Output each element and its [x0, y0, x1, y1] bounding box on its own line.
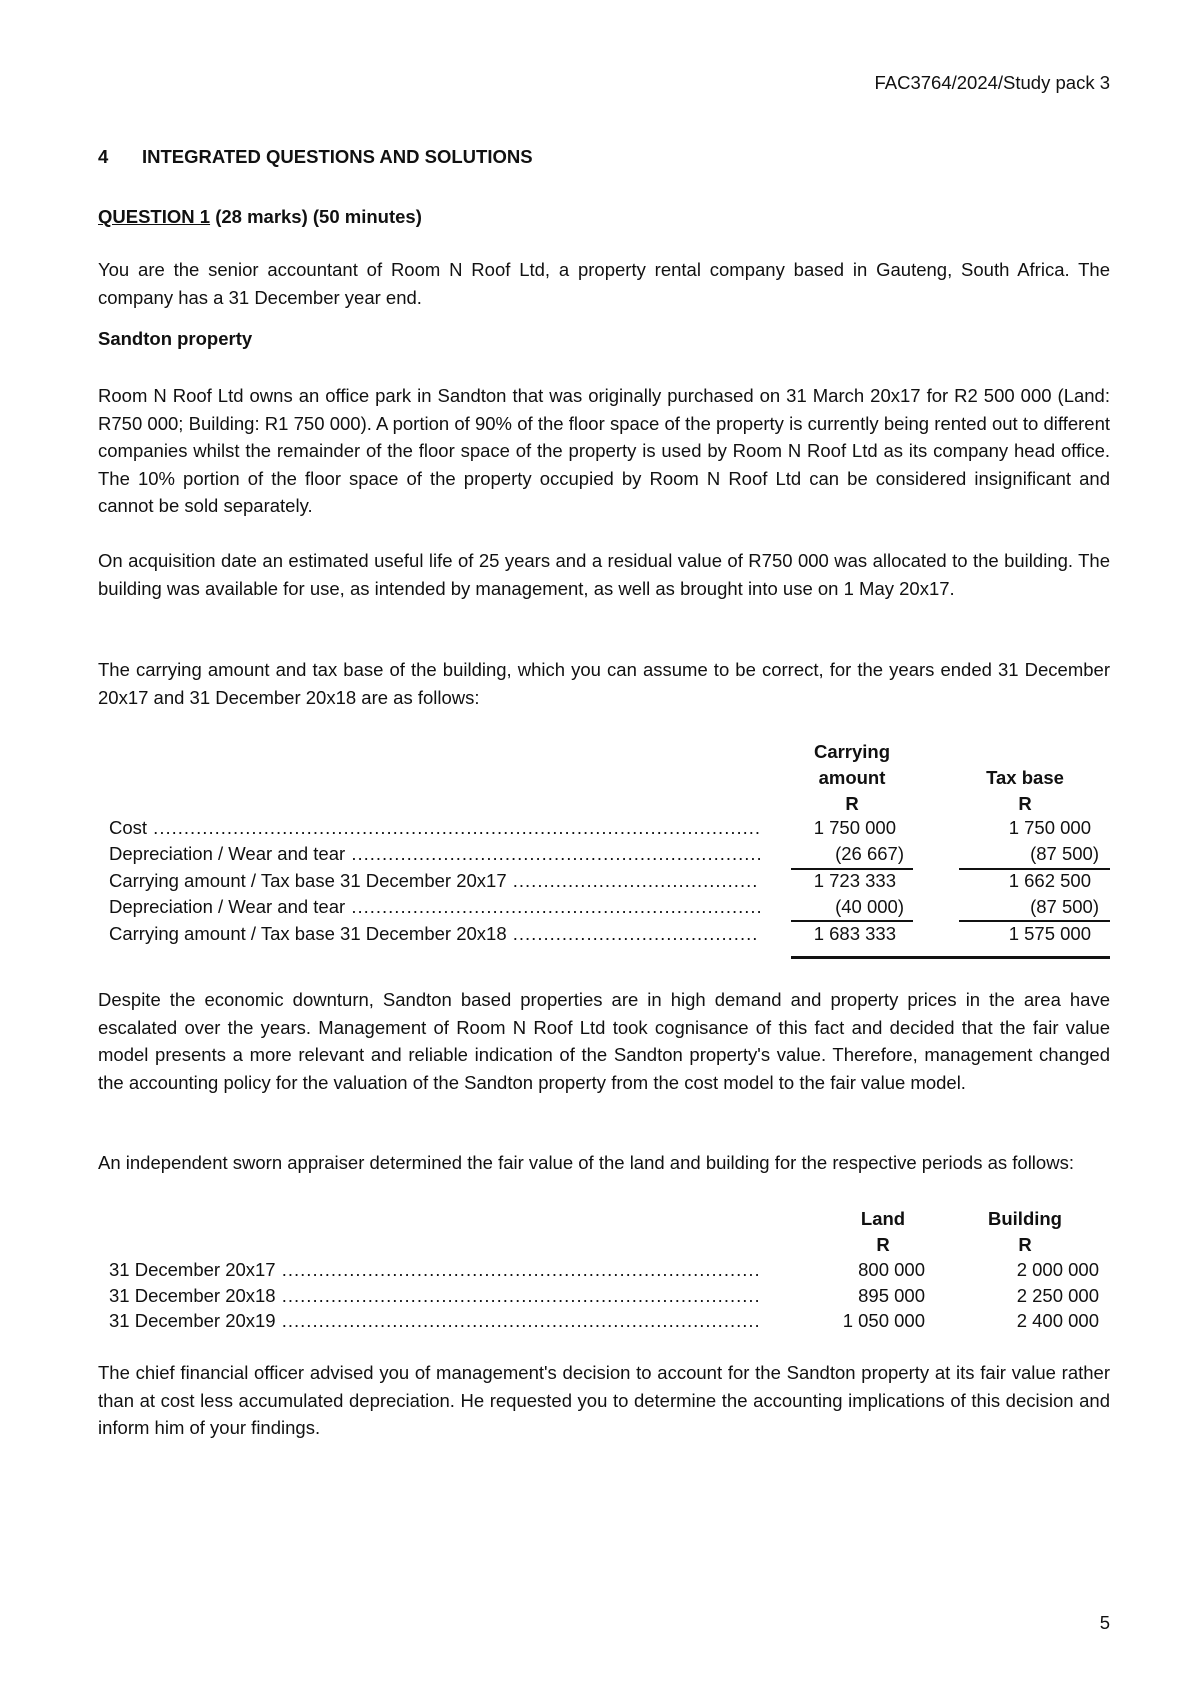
paragraph-appraiser: An independent sworn appraiser determined the fair value of the land and building for the respective periods as follows: [98, 1152, 1074, 1173]
table-row [109, 1283, 1110, 1309]
row-label: 31 December 20x19 ..... [109, 1308, 760, 1334]
tax-value: 1 662 500 [1008, 870, 1091, 891]
table-row [109, 868, 1110, 894]
building-value: 2 250 000 [1016, 1285, 1099, 1306]
table-row [109, 841, 1110, 867]
col-header-land [833, 1206, 933, 1258]
row-label: 31 December 20x17 ..... [109, 1257, 760, 1283]
section-title: INTEGRATED QUESTIONS AND SOLUTIONS [142, 146, 533, 167]
paragraph-fair-value-policy: Despite the economic downturn, Sandton based properties are in high demand and property prices in the area have escalated over the years. Management of Room N Roof Ltd took cognisance of this fact and decided that the fair value model presents a more relevant and reliable indication of the Sandton property's value. Therefore, management changed the accounting policy for the valuation of the Sandton property from the cost model to the fair value model. [98, 989, 1110, 1093]
building-value: 2 400 000 [1016, 1310, 1099, 1331]
carrying-value: (26 667) [835, 843, 904, 864]
col-header-tax-base [959, 765, 1091, 817]
section-number: 4 [98, 146, 109, 167]
table-row [109, 894, 1110, 920]
document-reference: FAC3764/2024/Study pack 3 [874, 72, 1110, 93]
table-row [109, 1308, 1110, 1334]
header-line: Building [988, 1208, 1062, 1229]
question-label: QUESTION 1 [98, 206, 211, 227]
subheading-sandton-property: Sandton property [98, 328, 253, 349]
total-rule [791, 956, 1110, 959]
page-number: 5 [1099, 1612, 1110, 1633]
carrying-value: 1 750 000 [813, 817, 896, 838]
carrying-value: 1 723 333 [813, 870, 896, 891]
intro-paragraph: You are the senior accountant of Room N Roof Ltd, a property rental company based in Gauteng, South Africa. The company has a 31 December year end. [98, 259, 1110, 308]
row-label: 31 December 20x18 ..... [109, 1283, 760, 1309]
col-header-carrying-amount [791, 739, 913, 817]
question-heading [98, 206, 422, 228]
header-line: amount [818, 767, 886, 788]
col-header-building [970, 1206, 1080, 1258]
section-heading [98, 146, 533, 168]
carrying-value: 1 683 333 [813, 923, 896, 944]
row-label: Cost ..... [109, 815, 760, 841]
land-value: 800 000 [858, 1259, 925, 1280]
carrying-value: (40 000) [835, 896, 904, 917]
land-value: 895 000 [858, 1285, 925, 1306]
table-row [109, 815, 1110, 841]
header-line: Carrying [813, 741, 891, 762]
tax-value: (87 500) [1030, 896, 1099, 917]
row-label: Carrying amount / Tax base 31 December 20x18 ..... [109, 921, 760, 947]
paragraph-cfo-request: The chief financial officer advised you of management's decision to account for the Sandton property at its fair value rather than at cost less accumulated depreciation. He requested you to determine the accounting implications of this decision and inform him of your findings. [98, 1362, 1110, 1438]
header-line: Tax base [986, 767, 1064, 788]
header-line: R [1018, 1234, 1032, 1255]
table-row [109, 921, 1110, 947]
paragraph-carrying-amount-intro: The carrying amount and tax base of the building, which you can assume to be correct, for the years ended 31 December 20x17 and 31 December 20x18 are as follows: [98, 659, 1110, 708]
tax-value: (87 500) [1030, 843, 1099, 864]
row-label: Depreciation / Wear and tear ..... [109, 841, 760, 867]
land-value: 1 050 000 [842, 1310, 925, 1331]
header-line: R [876, 1234, 890, 1255]
tax-value: 1 575 000 [1008, 923, 1091, 944]
header-line: R [1018, 793, 1032, 814]
header-line: R [845, 793, 859, 814]
header-line: Land [860, 1208, 906, 1229]
paragraph-ownership: Room N Roof Ltd owns an office park in Sandton that was originally purchased on 31 March 20x17 for R2 500 000 (Land: R750 000; Building: R1 750 000). A portion of 90% of the floor space of the property is currently being rented out to different companies whilst the remainder of the floor space of the property is used by Room N Roof Ltd as its company head office. The 10% portion of the floor space of the property occupied by Room N Roof Ltd can be considered insignificant and cannot be sold separately. [98, 385, 1110, 516]
question-details: (28 marks) (50 minutes) [210, 206, 422, 227]
row-label: Carrying amount / Tax base 31 December 20x17 ..... [109, 868, 760, 894]
tax-value: 1 750 000 [1008, 817, 1091, 838]
paragraph-useful-life: On acquisition date an estimated useful life of 25 years and a residual value of R750 000 was allocated to the building. The building was available for use, as intended by management, as well as brought into use on 1 May 20x17. [98, 550, 1110, 599]
building-value: 2 000 000 [1016, 1259, 1099, 1280]
row-label: Depreciation / Wear and tear ..... [109, 894, 760, 920]
table-row [109, 1257, 1110, 1283]
